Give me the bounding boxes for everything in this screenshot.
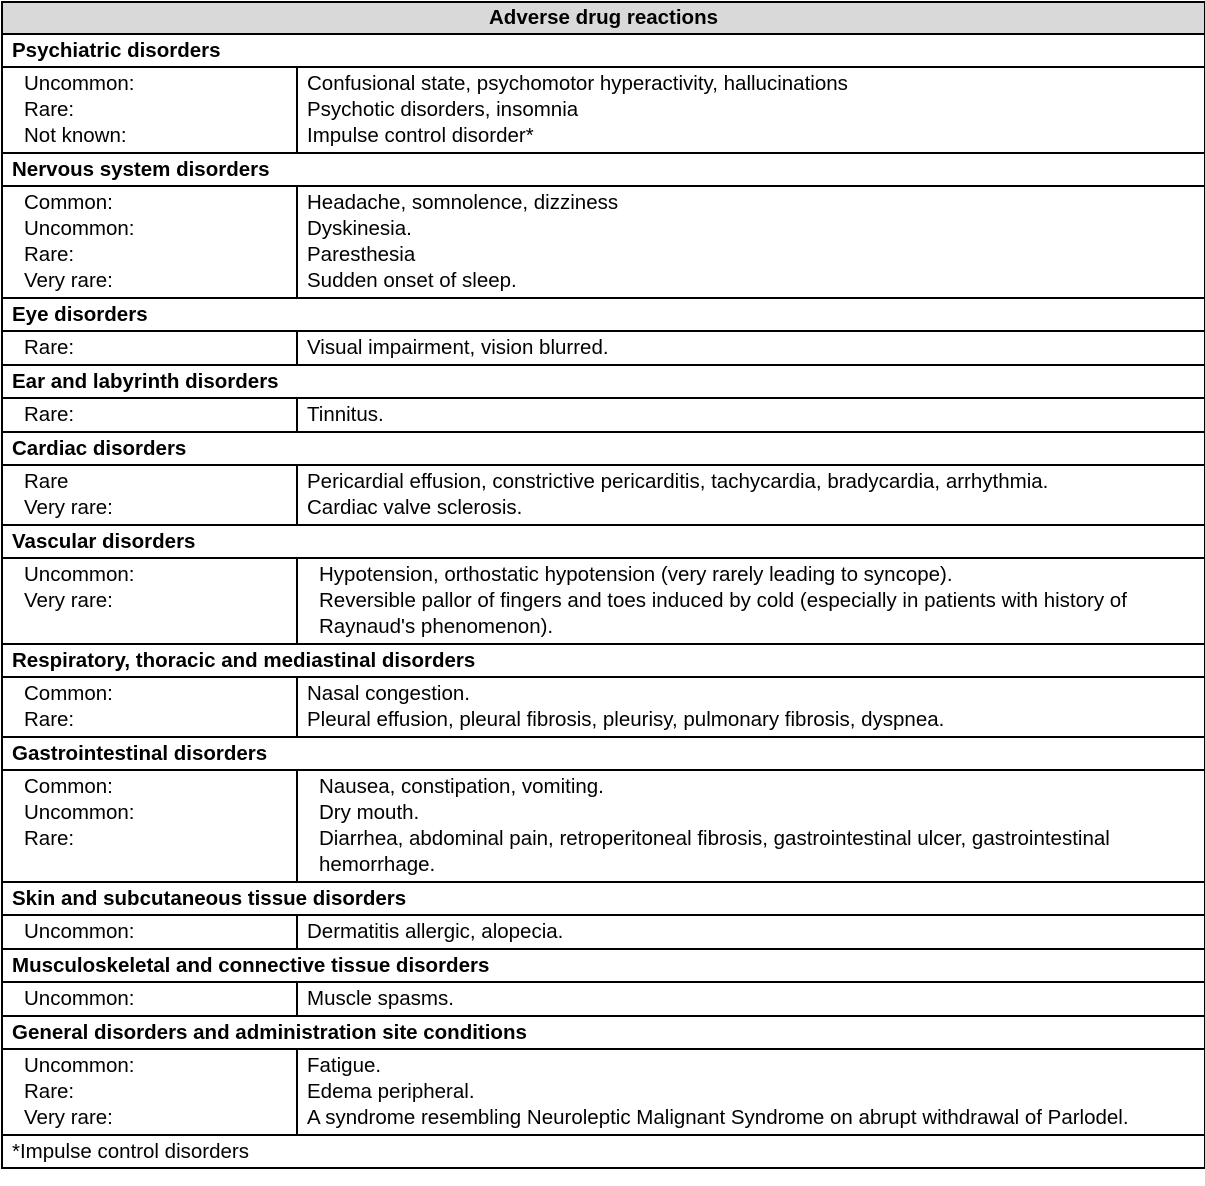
frequency-cell [2, 186, 297, 298]
category-row-psychiatric-disorders [2, 34, 1205, 67]
frequency-label: Rare: [24, 708, 75, 731]
reactions-cell [297, 67, 1205, 153]
reaction-text: Paresthesia [307, 243, 416, 266]
category-row-skin-and-subcutaneous-tissue-disorders [2, 882, 1205, 915]
reactions-row [2, 915, 1205, 949]
reaction-text: Dyskinesia. [307, 217, 412, 240]
frequency-label: Uncommon: [24, 563, 135, 586]
reaction-text: Cardiac valve sclerosis. [307, 496, 523, 519]
reactions-row [2, 677, 1205, 737]
reactions-cell [297, 677, 1205, 737]
frequency-label: Common: [24, 682, 113, 705]
frequency-label: Rare: [24, 243, 75, 266]
frequency-cell [2, 1049, 297, 1135]
frequency-label: Uncommon: [24, 72, 135, 95]
reactions-row [2, 186, 1205, 298]
frequency-label: Rare: [24, 98, 75, 121]
category-row-ear-and-labyrinth-disorders [2, 365, 1205, 398]
frequency-label: Uncommon: [24, 801, 135, 824]
reactions-cell [297, 558, 1205, 644]
reaction-text: Sudden onset of sleep. [307, 269, 517, 292]
frequency-label: Common: [24, 775, 113, 798]
frequency-cell [2, 915, 297, 949]
frequency-label: Uncommon: [24, 1054, 135, 1077]
category-heading: Musculoskeletal and connective tissue disorders [2, 949, 1205, 982]
table-body [2, 2, 1205, 1168]
frequency-cell [2, 558, 297, 644]
reactions-row [2, 558, 1205, 644]
reaction-text: Edema peripheral. [307, 1080, 475, 1103]
reaction-text: Tinnitus. [307, 403, 384, 426]
category-heading: Respiratory, thoracic and mediastinal disorders [2, 644, 1205, 677]
category-heading: Nervous system disorders [2, 153, 1205, 186]
category-row-vascular-disorders [2, 525, 1205, 558]
frequency-label: Rare: [24, 336, 75, 359]
category-heading: Skin and subcutaneous tissue disorders [2, 882, 1205, 915]
reaction-text: Diarrhea, abdominal pain, retroperitoneal fibrosis, gastrointestinal ulcer, gastrointestinal hemorrhage. [319, 827, 1110, 876]
frequency-label: Very rare: [24, 589, 113, 612]
reactions-row [2, 398, 1205, 432]
reactions-row [2, 1049, 1205, 1135]
reaction-text: Hypotension, orthostatic hypotension (very rarely leading to syncope). [319, 563, 953, 586]
category-row-cardiac-disorders [2, 432, 1205, 465]
adverse-reactions-table [1, 1, 1205, 1169]
reactions-cell [297, 982, 1205, 1016]
footnote: *Impulse control disorders [2, 1135, 1205, 1168]
category-row-general-disorders-and-administration-site-conditions [2, 1016, 1205, 1049]
category-row-gastrointestinal-disorders [2, 737, 1205, 770]
reaction-text: Impulse control disorder* [307, 124, 534, 147]
category-heading: Psychiatric disorders [2, 34, 1205, 67]
category-row-nervous-system-disorders [2, 153, 1205, 186]
frequency-label: Uncommon: [24, 987, 135, 1010]
category-heading: Ear and labyrinth disorders [2, 365, 1205, 398]
reactions-row [2, 770, 1205, 882]
frequency-label: Uncommon: [24, 920, 135, 943]
reaction-text: A syndrome resembling Neuroleptic Malignant Syndrome on abrupt withdrawal of Parlodel. [307, 1106, 1129, 1129]
reaction-text: Reversible pallor of fingers and toes induced by cold (especially in patients with history of Raynaud's phenomenon). [319, 589, 1127, 638]
frequency-cell [2, 398, 297, 432]
reactions-cell [297, 1049, 1205, 1135]
frequency-cell [2, 465, 297, 525]
reactions-cell [297, 331, 1205, 365]
frequency-label: Very rare: [24, 496, 113, 519]
reactions-cell [297, 465, 1205, 525]
category-row-respiratory-thoracic-and-mediastinal-disorders [2, 644, 1205, 677]
frequency-label: Rare: [24, 1080, 75, 1103]
reactions-row [2, 465, 1205, 525]
reaction-text: Dry mouth. [319, 801, 420, 824]
reaction-text: Nausea, constipation, vomiting. [319, 775, 604, 798]
reactions-cell [297, 770, 1205, 882]
reaction-text: Psychotic disorders, insomnia [307, 98, 579, 121]
reactions-cell [297, 398, 1205, 432]
frequency-label: Common: [24, 191, 113, 214]
frequency-cell [2, 770, 297, 882]
frequency-label: Rare: [24, 403, 75, 426]
reaction-text: Dermatitis allergic, alopecia. [307, 920, 564, 943]
reaction-text: Headache, somnolence, dizziness [307, 191, 619, 214]
category-row-eye-disorders [2, 298, 1205, 331]
frequency-label: Uncommon: [24, 217, 135, 240]
table-header-row [2, 2, 1205, 34]
reactions-row [2, 982, 1205, 1016]
category-heading: General disorders and administration site conditions [2, 1016, 1205, 1049]
reaction-text: Visual impairment, vision blurred. [307, 336, 609, 359]
reaction-text: Confusional state, psychomotor hyperactivity, hallucinations [307, 72, 848, 95]
reaction-text: Pleural effusion, pleural fibrosis, pleurisy, pulmonary fibrosis, dyspnea. [307, 708, 945, 731]
frequency-label: Rare [24, 470, 69, 493]
table-title: Adverse drug reactions [2, 2, 1205, 34]
frequency-label: Very rare: [24, 269, 113, 292]
frequency-cell [2, 677, 297, 737]
category-row-musculoskeletal-and-connective-tissue-disorders [2, 949, 1205, 982]
reactions-cell [297, 186, 1205, 298]
frequency-cell [2, 67, 297, 153]
reaction-text: Pericardial effusion, constrictive pericarditis, tachycardia, bradycardia, arrhythmia. [307, 470, 1049, 493]
reactions-cell [297, 915, 1205, 949]
reaction-text: Fatigue. [307, 1054, 382, 1077]
category-heading: Cardiac disorders [2, 432, 1205, 465]
frequency-label: Not known: [24, 124, 127, 147]
frequency-label: Very rare: [24, 1106, 113, 1129]
category-heading: Vascular disorders [2, 525, 1205, 558]
frequency-cell [2, 982, 297, 1016]
footnote-row [2, 1135, 1205, 1168]
reactions-row [2, 67, 1205, 153]
reactions-row [2, 331, 1205, 365]
category-heading: Gastrointestinal disorders [2, 737, 1205, 770]
frequency-label: Rare: [24, 827, 75, 850]
category-heading: Eye disorders [2, 298, 1205, 331]
frequency-cell [2, 331, 297, 365]
reaction-text: Muscle spasms. [307, 987, 454, 1010]
reaction-text: Nasal congestion. [307, 682, 470, 705]
